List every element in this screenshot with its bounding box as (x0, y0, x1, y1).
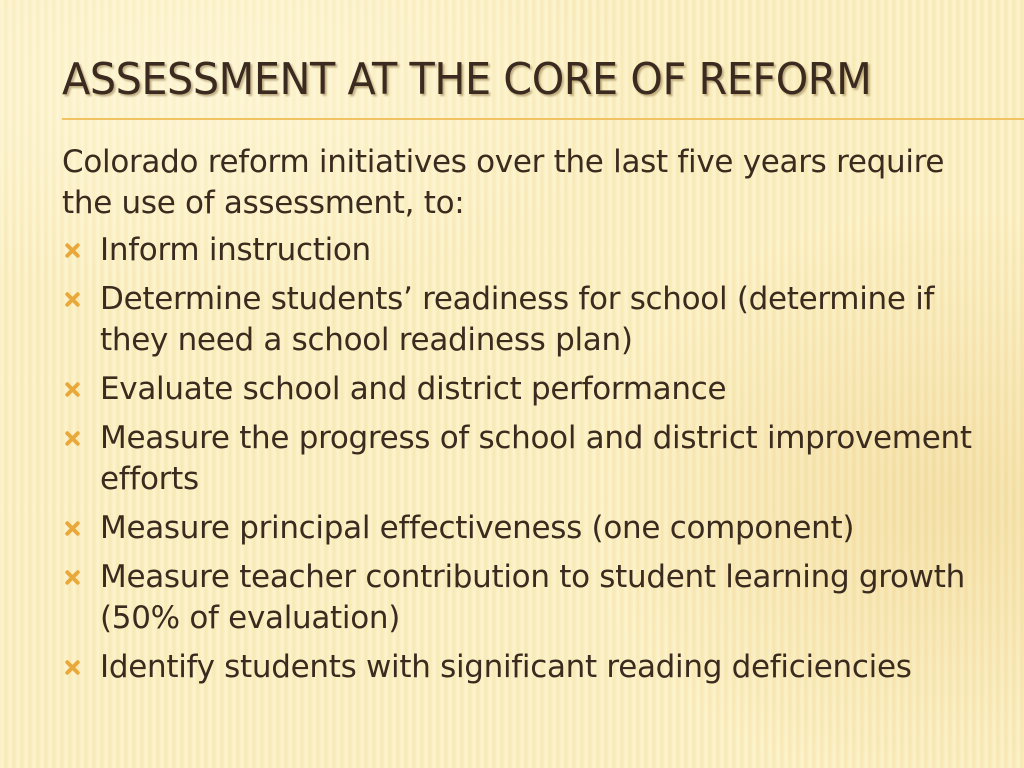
bullet-list (62, 230, 982, 688)
bullet-item (62, 279, 982, 361)
bullet-text: Measure the progress of school and district improvement efforts (100, 420, 972, 497)
x-mark-icon (62, 647, 82, 688)
bullet-text: Measure teacher contribution to student learning growth (50% of evaluation) (100, 559, 965, 636)
bullet-text: Measure principal effectiveness (one component) (100, 510, 855, 546)
bullet-item (62, 647, 982, 688)
bullet-text: Determine students’ readiness for school (determine if they need a school readiness plan) (100, 281, 935, 358)
x-mark-icon (62, 418, 82, 459)
title-divider (62, 118, 1024, 120)
bullet-text: Identify students with significant reading deficiencies (100, 649, 912, 685)
x-mark-icon (62, 230, 82, 271)
x-mark-icon (62, 508, 82, 549)
bullet-text: Inform instruction (100, 232, 371, 268)
bullet-text: Evaluate school and district performance (100, 371, 727, 407)
bullet-item (62, 230, 982, 271)
slide-body (62, 142, 982, 696)
bullet-item (62, 508, 982, 549)
bullet-item (62, 557, 982, 639)
bullet-item (62, 418, 982, 500)
x-mark-icon (62, 279, 82, 320)
bullet-item (62, 369, 982, 410)
slide-title: ASSESSMENT AT THE CORE OF REFORM (62, 54, 872, 105)
intro-text: Colorado reform initiatives over the last five years require the use of assessment, to: (62, 144, 945, 221)
x-mark-icon (62, 557, 82, 598)
x-mark-icon (62, 369, 82, 410)
